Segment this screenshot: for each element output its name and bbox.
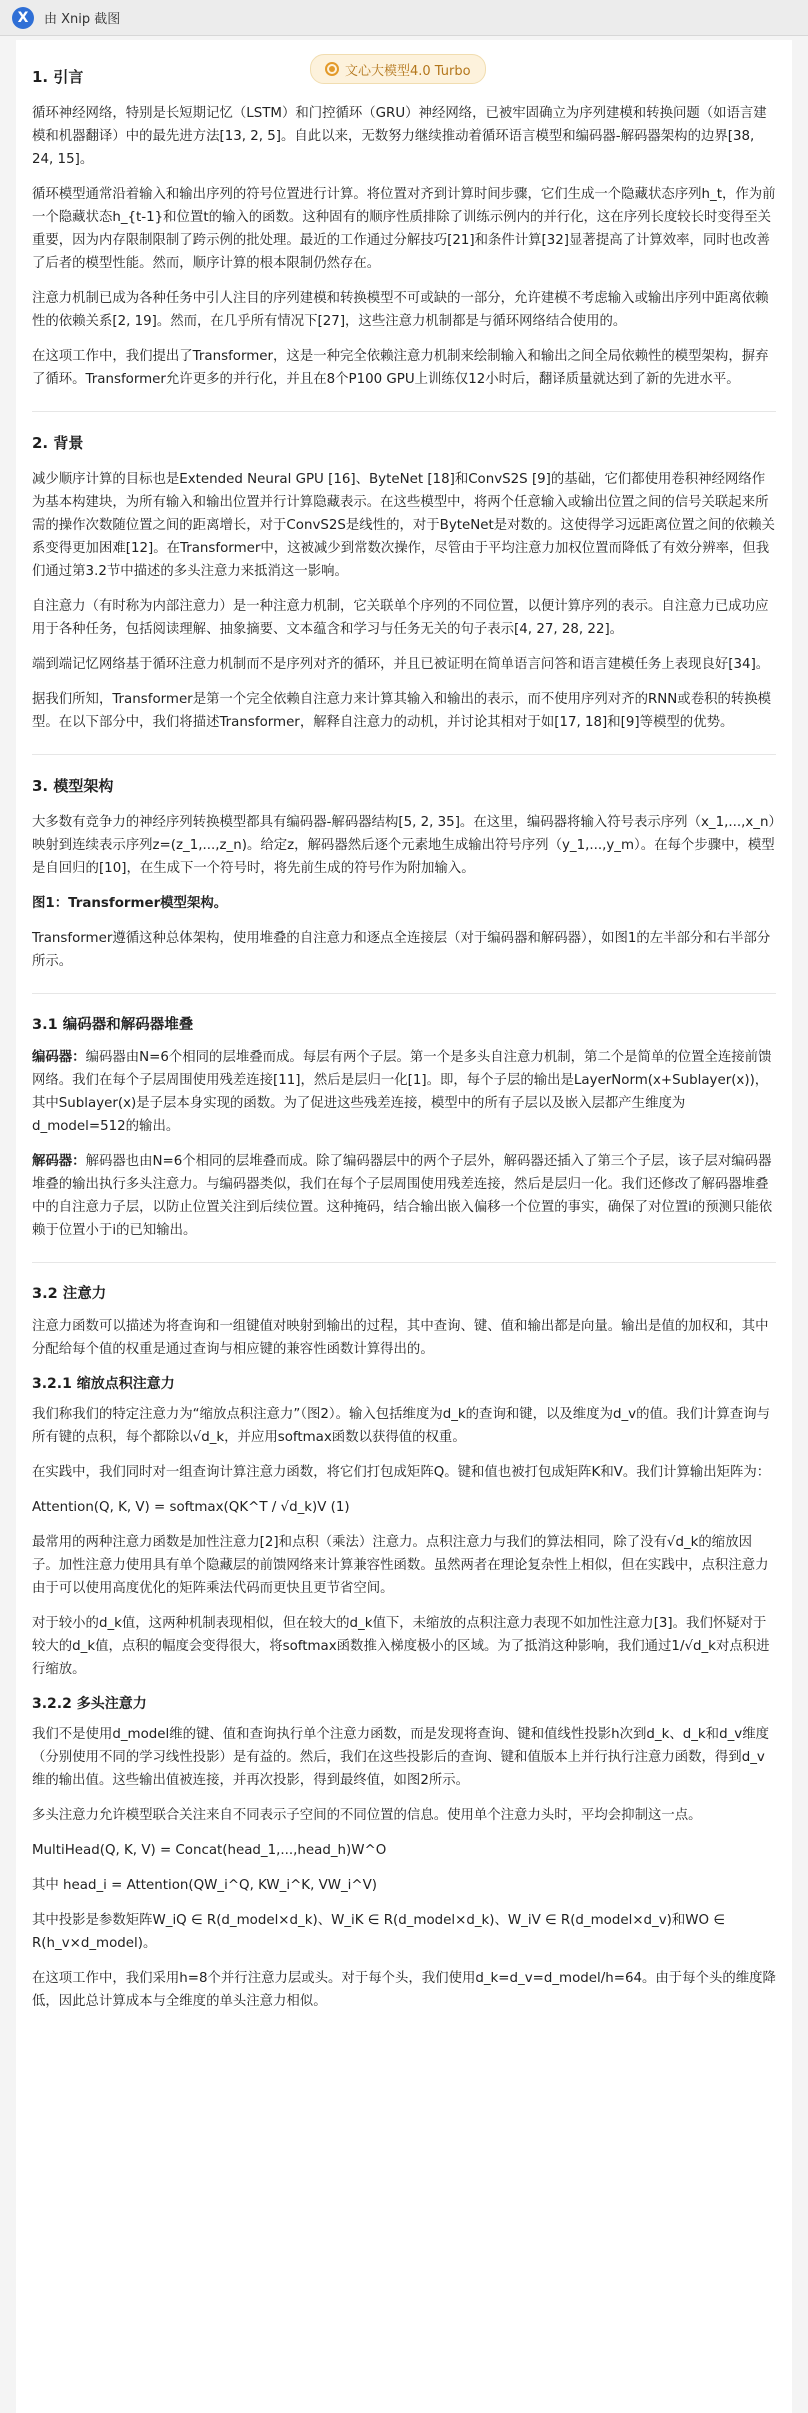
section-3-2-2-paragraph: 其中投影是参数矩阵W_iQ ∈ R(d_model×d_k)、W_iK ∈ R(d_model×d_k)、W_iV ∈ R(d_model×d_v)和WO ∈ R(h_v×d_model)。: [32, 1913, 725, 1951]
window-title: 由 Xnip 截图: [44, 12, 121, 27]
encoder-paragraph: [32, 1046, 776, 1138]
window-titlebar: [0, 0, 808, 36]
section-3-title: 3. 模型架构: [32, 777, 114, 795]
multihead-equation: MultiHead(Q, K, V) = Concat(head_1,...,head_h)W^O: [32, 1843, 387, 1858]
encoder-label: 编码器：: [32, 1050, 86, 1065]
model-badge-label: 文心大模型4.0 Turbo: [345, 63, 471, 79]
divider: [32, 993, 776, 994]
figure-1-caption: 图1：Transformer模型架构。: [32, 896, 228, 911]
model-gem-icon: [325, 62, 339, 76]
section-3-1-title: 3.1 编码器和解码器堆叠: [32, 1017, 194, 1033]
section-1-paragraph: 循环模型通常沿着输入和输出序列的符号位置进行计算。将位置对齐到计算时间步骤，它们生成一个隐藏状态序列h_t，作为前一个隐藏状态h_{t-1}和位置t的输入的函数。这种固有的顺序性质排除了训练示例内的并行化，这在序列长度较长时变得至关重要，因为内存限制限制了跨示例的批处理。最近的工作通过分解技巧[21]和条件计算[32]显著提高了计算效率，同时也改善了后者的模型性能。然而，顺序计算的根本限制仍然存在。: [32, 187, 776, 271]
section-1-title: 1. 引言: [32, 68, 84, 86]
section-3-2-2-paragraph: 我们不是使用d_model维的键、值和查询执行单个注意力函数，而是发现将查询、键和值线性投影h次到d_k、d_k和d_v维度（分别使用不同的学习线性投影）是有益的。然后，我们在这些投影后的查询、键和值版本上并行执行注意力函数，得到d_v维的输出值。这些输出值被连接，并再次投影，得到最终值，如图2所示。: [32, 1727, 769, 1788]
document-content: [16, 40, 792, 2413]
section-1-paragraph: 注意力机制已成为各种任务中引人注目的序列建模和转换模型不可或缺的一部分，允许建模不考虑输入或输出序列中距离依赖性的依赖关系[2, 19]。然而，在几乎所有情况下[27]，这些注意力机制都是与循环网络结合使用的。: [32, 291, 769, 329]
section-2-paragraph: 端到端记忆网络基于循环注意力机制而不是序列对齐的循环，并且已被证明在简单语言问答和语言建模任务上表现良好[34]。: [32, 657, 770, 672]
section-1-paragraph: 循环神经网络，特别是长短期记忆（LSTM）和门控循环（GRU）神经网络，已被牢固确立为序列建模和转换问题（如语言建模和机器翻译）中的最先进方法[13, 2, 5]。自此以来，无数努力继续推动着循环语言模型和编码器-解码器架构的边界[38, 24, 15]。: [32, 106, 767, 167]
section-3-2-2-title: 3.2.2 多头注意力: [32, 1696, 147, 1712]
model-badge[interactable]: [310, 54, 486, 84]
decoder-text: 解码器也由N=6个相同的层堆叠而成。除了编码器层中的两个子层外，解码器还插入了第三个子层，该子层对编码器堆叠的输出执行多头注意力。与编码器类似，我们在每个子层周围使用残差连接，然后是层归一化。我们还修改了解码器堆叠中的自注意力子层，以防止位置关注到后续位置。这种掩码，结合输出嵌入偏移一个位置的事实，确保了对位置i的预测只能依赖于位置小于i的已知输出。: [32, 1154, 773, 1238]
xnip-app-icon: X: [12, 7, 34, 29]
section-3-2-1-paragraph: 最常用的两种注意力函数是加性注意力[2]和点积（乘法）注意力。点积注意力与我们的算法相同，除了没有√d_k的缩放因子。加性注意力使用具有单个隐藏层的前馈网络来计算兼容性函数。虽然两者在理论复杂性上相似，但在实践中，点积注意力由于可以使用高度优化的矩阵乘法代码而更快且更节省空间。: [32, 1535, 769, 1596]
section-3-2-1-title: 3.2.1 缩放点积注意力: [32, 1376, 175, 1392]
decoder-label: 解码器：: [32, 1154, 86, 1169]
section-2-paragraph: 自注意力（有时称为内部注意力）是一种注意力机制，它关联单个序列的不同位置，以便计算序列的表示。自注意力已成功应用于各种任务，包括阅读理解、抽象摘要、文本蕴含和学习与任务无关的句子表示[4, 27, 28, 22]。: [32, 599, 769, 637]
head-equation: 其中 head_i = Attention(QW_i^Q, KW_i^K, VW_i^V): [32, 1878, 378, 1893]
divider: [32, 1262, 776, 1263]
section-3-2-2-paragraph: 在这项工作中，我们采用h=8个并行注意力层或头。对于每个头，我们使用d_k=d_v=d_model/h=64。由于每个头的维度降低，因此总计算成本与全维度的单头注意力相似。: [32, 1971, 776, 2009]
section-3-2-1-paragraph: 在实践中，我们同时对一组查询计算注意力函数，将它们打包成矩阵Q。键和值也被打包成矩阵K和V。我们计算输出矩阵为：: [32, 1465, 771, 1480]
divider: [32, 411, 776, 412]
section-3-2-1-paragraph: 对于较小的d_k值，这两种机制表现相似，但在较大的d_k值下，未缩放的点积注意力表现不如加性注意力[3]。我们怀疑对于较大的d_k值，点积的幅度会变得很大，将softmax函数推入梯度极小的区域。为了抵消这种影响，我们通过1/√d_k对点积进行缩放。: [32, 1616, 770, 1677]
divider: [32, 754, 776, 755]
section-3-2-2-paragraph: 多头注意力允许模型联合关注来自不同表示子空间的不同位置的信息。使用单个注意力头时，平均会抑制这一点。: [32, 1808, 702, 1823]
section-3-paragraph: 大多数有竞争力的神经序列转换模型都具有编码器-解码器结构[5, 2, 35]。在这里，编码器将输入符号表示序列（x_1,...,x_n）映射到连续表示序列z=(z_1,...,z_n)。给定z，解码器然后逐个元素地生成输出符号序列（y_1,...,y_m）。在每个步骤中，模型是自回归的[10]，在生成下一个符号时，将先前生成的符号作为附加输入。: [32, 815, 776, 876]
section-2-title: 2. 背景: [32, 434, 84, 452]
section-3-2-1-paragraph: 我们称我们的特定注意力为“缩放点积注意力”（图2）。输入包括维度为d_k的查询和键，以及维度为d_v的值。我们计算查询与所有键的点积，每个都除以√d_k，并应用softmax函数以获得值的权重。: [32, 1407, 770, 1445]
attention-equation: Attention(Q, K, V) = softmax(QK^T / √d_k)V (1): [32, 1500, 350, 1515]
decoder-paragraph: [32, 1150, 776, 1242]
section-2-paragraph: 减少顺序计算的目标也是Extended Neural GPU [16]、ByteNet [18]和ConvS2S [9]的基础，它们都使用卷积神经网络作为基本构建块，为所有输入和输出位置并行计算隐藏表示。在这些模型中，将两个任意输入或输出位置之间的信号关联起来所需的操作次数随位置之间的距离增长，对于ConvS2S是线性的，对于ByteNet是对数的。这使得学习远距离位置之间的依赖关系变得更加困难[12]。在Transformer中，这被减少到常数次操作，尽管由于平均注意力加权位置而降低了有效分辨率，但我们通过第3.2节中描述的多头注意力来抵消这一影响。: [32, 472, 775, 579]
section-2-paragraph: 据我们所知，Transformer是第一个完全依赖自注意力来计算其输入和输出的表示，而不使用序列对齐的RNN或卷积的转换模型。在以下部分中，我们将描述Transformer，解释自注意力的动机，并讨论其相对于如[17, 18]和[9]等模型的优势。: [32, 692, 772, 730]
section-3-2-paragraph: 注意力函数可以描述为将查询和一组键值对映射到输出的过程，其中查询、键、值和输出都是向量。输出是值的加权和，其中分配给每个值的权重是通过查询与相应键的兼容性函数计算得出的。: [32, 1319, 769, 1357]
section-3-2-title: 3.2 注意力: [32, 1286, 107, 1302]
section-3-paragraph: Transformer遵循这种总体架构，使用堆叠的自注意力和逐点全连接层（对于编码器和解码器），如图1的左半部分和右半部分所示。: [32, 931, 771, 969]
encoder-text: 编码器由N=6个相同的层堆叠而成。每层有两个子层。第一个是多头自注意力机制，第二个是简单的位置全连接前馈网络。我们在每个子层周围使用残差连接[11]，然后是层归一化[1]。即，每个子层的输出是LayerNorm(x+Sublayer(x))，其中Sublayer(x)是子层本身实现的函数。为了促进这些残差连接，模型中的所有子层以及嵌入层都产生维度为d_model=512的输出。: [32, 1050, 772, 1134]
section-1-paragraph: 在这项工作中，我们提出了Transformer，这是一种完全依赖注意力机制来绘制输入和输出之间全局依赖性的模型架构，摒弃了循环。Transformer允许更多的并行化，并且在8个P100 GPU上训练仅12小时后，翻译质量就达到了新的先进水平。: [32, 349, 769, 387]
